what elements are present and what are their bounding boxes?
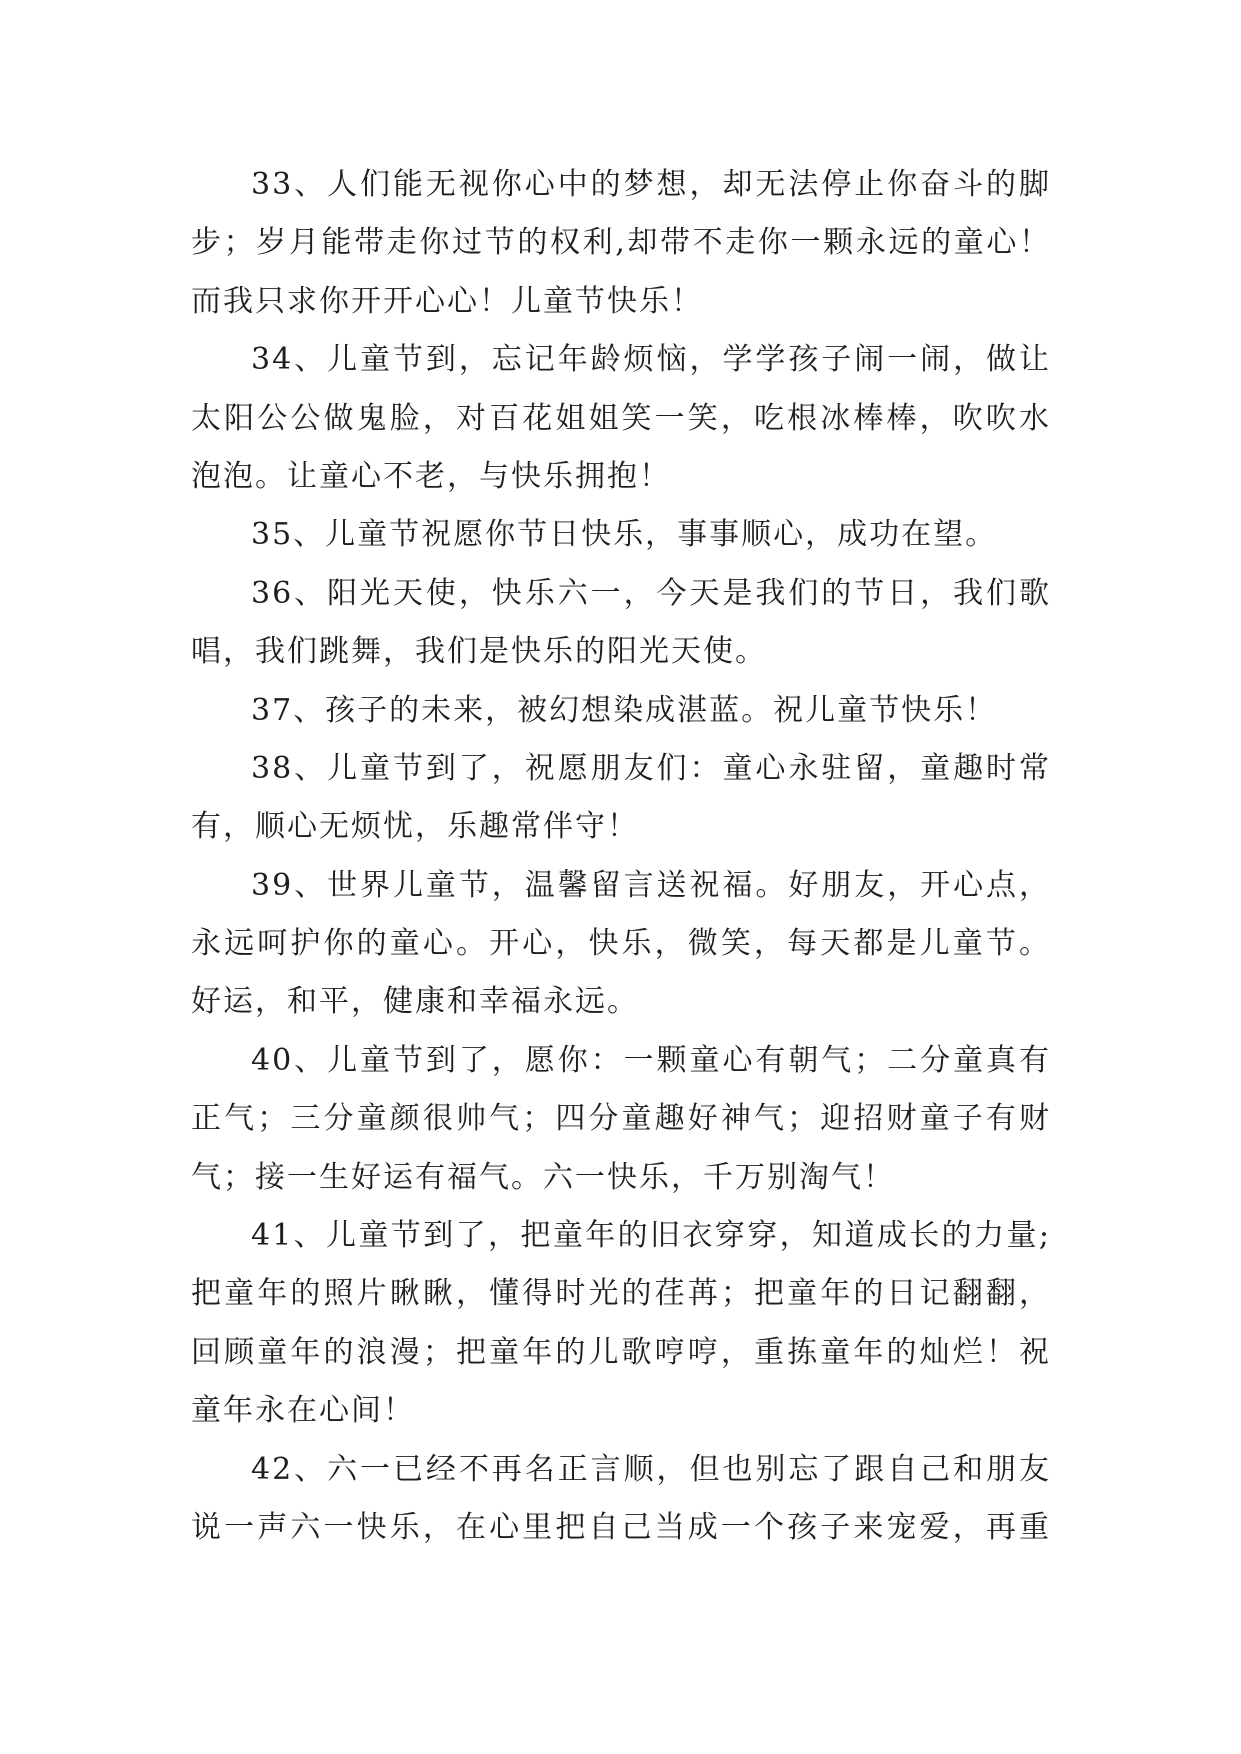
text-line: 39、世界儿童节，温馨留言送祝福。好朋友，开心点，: [251, 867, 1051, 903]
paragraph-41: [191, 1207, 1051, 1441]
text-line: 气；接一生好运有福气。六一快乐，千万别淘气！: [191, 1159, 895, 1195]
paragraph-36: [191, 565, 1051, 682]
text-line: 童年永在心间！: [191, 1393, 415, 1429]
text-line: 34、儿童节到，忘记年龄烦恼，学学孩子闹一闹，做让: [251, 342, 1051, 378]
text-line: 33、人们能无视你心中的梦想，却无法停止你奋斗的脚: [251, 167, 1051, 202]
document-body: [191, 156, 1051, 1557]
paragraph-40: [191, 1032, 1051, 1207]
text-line: 42、六一已经不再名正言顺，但也别忘了跟自己和朋友: [251, 1451, 1051, 1487]
text-line: 正气；三分童颜很帅气；四分童趣好神气；迎招财童子有财: [191, 1101, 1051, 1137]
text-line: 有，顺心无烦忧，乐趣常伴守！: [191, 809, 639, 845]
text-line: 而我只求你开开心心！儿童节快乐！: [191, 283, 703, 319]
text-line: 太阳公公做鬼脸，对百花姐姐笑一笑，吃根冰棒棒，吹吹水: [191, 400, 1051, 436]
text-line: 好运，和平，健康和幸福永远。: [191, 984, 639, 1020]
text-line: 38、儿童节到了，祝愿朋友们：童心永驻留，童趣时常: [251, 750, 1051, 786]
text-line: 永远呵护你的童心。开心，快乐，微笑，每天都是儿童节。: [191, 926, 1051, 962]
text-line: 35、儿童节祝愿你节日快乐，事事顺心，成功在望。: [251, 517, 998, 553]
text-line: 40、儿童节到了，愿你：一颗童心有朝气；二分童真有: [251, 1042, 1051, 1078]
text-line: 步；岁月能带走你过节的权利,却带不走你一颗永远的童心！: [191, 225, 1051, 261]
paragraph-34: [191, 331, 1051, 506]
paragraph-39: [191, 857, 1051, 1032]
text-line: 把童年的照片瞅瞅，懂得时光的荏苒；把童年的日记翻翻，: [191, 1276, 1051, 1312]
text-line: 37、孩子的未来，被幻想染成湛蓝。祝儿童节快乐！: [251, 692, 998, 728]
text-line: 36、阳光天使，快乐六一，今天是我们的节日，我们歌: [251, 575, 1051, 611]
text-line: 唱，我们跳舞，我们是快乐的阳光天使。: [191, 634, 767, 670]
text-line: 泡泡。让童心不老，与快乐拥抱！: [191, 458, 671, 494]
text-line: 41、儿童节到了，把童年的旧衣穿穿，知道成长的力量;: [251, 1218, 1051, 1254]
paragraph-37: [191, 682, 1051, 740]
text-line: 说一声六一快乐，在心里把自己当成一个孩子来宠爱，再重: [191, 1509, 1051, 1545]
text-line: 回顾童年的浪漫；把童年的儿歌哼哼，重拣童年的灿烂！祝: [191, 1334, 1051, 1370]
paragraph-35: [191, 506, 1051, 564]
paragraph-33: [191, 156, 1051, 331]
paragraph-38: [191, 740, 1051, 857]
paragraph-42: [191, 1441, 1051, 1558]
